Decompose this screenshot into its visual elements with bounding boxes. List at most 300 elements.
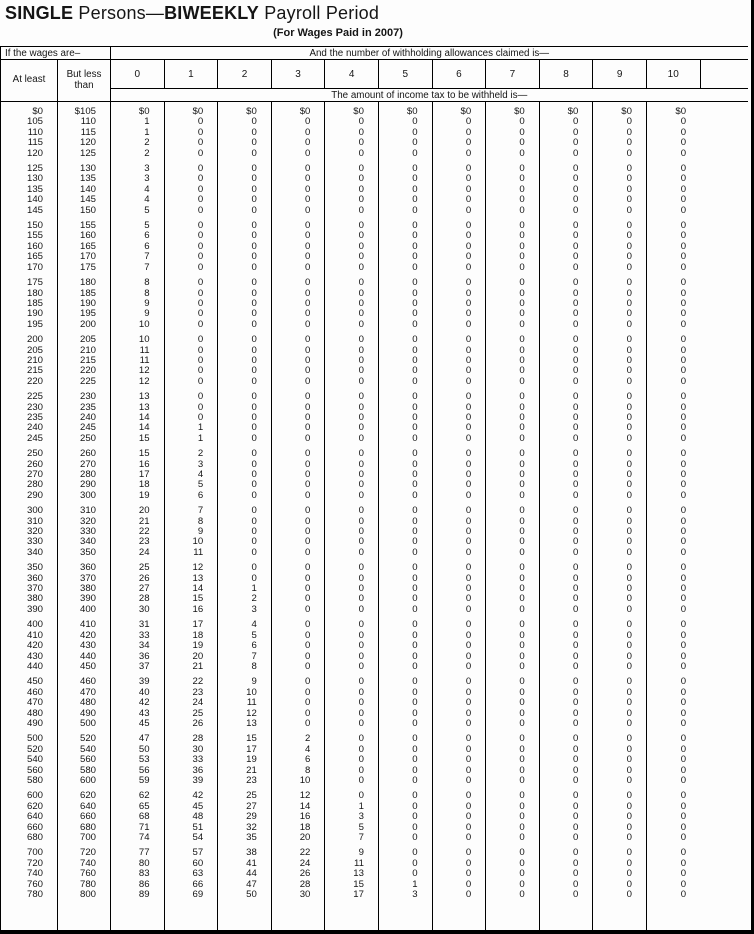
cell-but-less-than: 370	[58, 574, 111, 584]
cell-withheld-amount: 0	[539, 501, 593, 516]
cell-withheld-amount: 0	[539, 444, 593, 459]
cell-withheld-amount: 43	[111, 709, 165, 719]
cell-withheld-amount: 80	[111, 859, 165, 869]
cell-at-least: 620	[26, 800, 43, 812]
cell-withheld-amount: 0	[646, 159, 700, 174]
cell-at-least: 540	[26, 754, 43, 766]
cell-withheld-amount: 0	[271, 501, 325, 516]
cell-at-least: 220	[26, 375, 43, 387]
cell-withheld-amount: 0	[486, 460, 540, 470]
cell-withheld-amount: 0	[218, 387, 272, 402]
cell-withheld-amount: 0	[539, 802, 593, 812]
cell-withheld-amount: 37	[111, 662, 165, 672]
table-row	[1, 719, 748, 729]
cell-withheld-amount: 0	[218, 174, 272, 184]
cell-withheld-amount: 10	[164, 537, 218, 547]
cell-withheld-amount: 0	[271, 548, 325, 558]
table-row	[1, 652, 748, 662]
cell-withheld-amount: 17	[325, 890, 379, 900]
cell-withheld-amount: 0	[486, 880, 540, 890]
cell-withheld-amount: 0	[486, 594, 540, 604]
cell-withheld-amount: 0	[646, 185, 700, 195]
cell-withheld-amount: 0	[164, 216, 218, 231]
cell-withheld-amount: 0	[378, 527, 432, 537]
cell-withheld-amount: 0	[218, 558, 272, 573]
table-row	[1, 558, 748, 573]
cell-withheld-amount: 0	[218, 346, 272, 356]
cell-withheld-amount: 0	[539, 423, 593, 433]
cell-withheld-amount: 0	[325, 185, 379, 195]
cell-withheld-amount: 0	[164, 149, 218, 159]
cell-withheld-amount: 0	[646, 149, 700, 159]
cell-filler	[700, 413, 748, 423]
cell-withheld-amount: 4	[111, 195, 165, 205]
cell-filler	[700, 470, 748, 480]
cell-withheld-amount: 0	[432, 890, 486, 900]
cell-but-less-than: 400	[58, 605, 111, 615]
cell-withheld-amount: 15	[325, 880, 379, 890]
cell-withheld-amount: 4	[164, 470, 218, 480]
cell-withheld-amount: $0	[271, 102, 325, 118]
cell-withheld-amount: 0	[271, 231, 325, 241]
cell-withheld-amount: 0	[646, 377, 700, 387]
cell-withheld-amount: 0	[646, 688, 700, 698]
cell-filler	[700, 377, 748, 387]
cell-withheld-amount: 0	[646, 138, 700, 148]
cell-filler	[700, 859, 748, 869]
table-row	[1, 709, 748, 719]
cell-withheld-amount: 0	[271, 387, 325, 402]
page-title	[0, 0, 751, 24]
table-row	[1, 252, 748, 262]
cell-filler	[700, 755, 748, 765]
cell-withheld-amount: 0	[486, 652, 540, 662]
cell-withheld-amount: 0	[539, 880, 593, 890]
cell-withheld-amount: 9	[111, 299, 165, 309]
table-body	[1, 102, 748, 934]
cell-withheld-amount: 3	[164, 460, 218, 470]
table-row	[1, 755, 748, 765]
cell-withheld-amount: 0	[325, 537, 379, 547]
cell-withheld-amount: 13	[325, 869, 379, 879]
cell-withheld-amount: 0	[378, 423, 432, 433]
cell-withheld-amount: 0	[646, 869, 700, 879]
cell-withheld-amount: 45	[164, 802, 218, 812]
cell-withheld-amount: 39	[111, 672, 165, 687]
table-row	[1, 159, 748, 174]
cell-withheld-amount: 0	[539, 517, 593, 527]
cell-withheld-amount: 0	[646, 631, 700, 641]
cell-withheld-amount: 0	[539, 843, 593, 858]
cell-withheld-amount: 0	[486, 377, 540, 387]
cell-withheld-amount: 66	[164, 880, 218, 890]
cell-withheld-amount: 11	[111, 346, 165, 356]
cell-withheld-amount: 15	[164, 594, 218, 604]
cell-withheld-amount: 0	[646, 766, 700, 776]
cell-withheld-amount: 0	[432, 558, 486, 573]
table-row	[1, 900, 748, 934]
cell-at-least: 205	[26, 344, 43, 356]
cell-withheld-amount: $0	[432, 102, 486, 118]
cell-withheld-amount: 26	[164, 719, 218, 729]
withholding-table	[0, 46, 748, 934]
cell-withheld-amount: 0	[486, 231, 540, 241]
table-row	[1, 413, 748, 423]
cell-withheld-amount: 5	[111, 216, 165, 231]
cell-withheld-amount: 0	[593, 403, 647, 413]
cell-withheld-amount	[218, 900, 272, 934]
cell-withheld-amount: 0	[271, 698, 325, 708]
cell-but-less-than: 165	[58, 242, 111, 252]
cell-withheld-amount: 0	[646, 833, 700, 843]
cell-withheld-amount: 0	[378, 652, 432, 662]
cell-withheld-amount: 0	[325, 527, 379, 537]
cell-withheld-amount: 0	[593, 128, 647, 138]
cell-withheld-amount: 0	[646, 444, 700, 459]
cell-withheld-amount: 0	[378, 366, 432, 376]
cell-withheld-amount: 0	[486, 709, 540, 719]
cell-withheld-amount: 0	[593, 501, 647, 516]
cell-withheld-amount: 50	[111, 745, 165, 755]
cell-withheld-amount: 0	[486, 149, 540, 159]
cell-withheld-amount: 0	[164, 309, 218, 319]
cell-withheld-amount: 42	[164, 786, 218, 801]
cell-withheld-amount: 0	[486, 662, 540, 672]
cell-at-least: 720	[26, 857, 43, 869]
cell-withheld-amount: 0	[432, 377, 486, 387]
cell-but-less-than: 155	[58, 216, 111, 231]
table-row	[1, 366, 748, 376]
cell-withheld-amount: 0	[378, 491, 432, 501]
cell-withheld-amount: 0	[432, 138, 486, 148]
header-but-less-than: But less than	[58, 60, 111, 102]
cell-withheld-amount: $0	[646, 102, 700, 118]
cell-withheld-amount: 3	[218, 605, 272, 615]
cell-withheld-amount: 50	[218, 890, 272, 900]
cell-withheld-amount: 0	[325, 460, 379, 470]
cell-but-less-than: 350	[58, 548, 111, 558]
header-allowance-3: 3	[271, 60, 325, 89]
cell-withheld-amount: 17	[164, 615, 218, 630]
cell-withheld-amount: 0	[539, 719, 593, 729]
cell-filler	[700, 387, 748, 402]
cell-withheld-amount: 0	[486, 330, 540, 345]
cell-withheld-amount: 0	[646, 605, 700, 615]
cell-withheld-amount: 23	[111, 537, 165, 547]
cell-withheld-amount: 68	[111, 812, 165, 822]
cell-withheld-amount: 0	[271, 709, 325, 719]
cell-withheld-amount: 0	[218, 501, 272, 516]
cell-at-least: 155	[26, 230, 43, 242]
cell-withheld-amount: 48	[164, 812, 218, 822]
cell-withheld-amount: 0	[593, 330, 647, 345]
cell-withheld-amount: 0	[646, 548, 700, 558]
cell-withheld-amount: 0	[486, 434, 540, 444]
cell-filler	[700, 558, 748, 573]
cell-withheld-amount: 0	[646, 299, 700, 309]
cell-filler	[700, 480, 748, 490]
cell-withheld-amount: 0	[539, 558, 593, 573]
cell-withheld-amount: 0	[646, 641, 700, 651]
cell-withheld-amount: 6	[218, 641, 272, 651]
cell-filler	[700, 434, 748, 444]
cell-withheld-amount: 0	[539, 330, 593, 345]
cell-but-less-than: 175	[58, 263, 111, 273]
cell-withheld-amount: 0	[593, 460, 647, 470]
cell-withheld-amount: 0	[593, 594, 647, 604]
cell-withheld-amount: 0	[164, 159, 218, 174]
cell-withheld-amount: 18	[111, 480, 165, 490]
cell-at-least: 195	[26, 318, 43, 330]
cell-at-least: 160	[26, 240, 43, 252]
cell-filler	[700, 662, 748, 672]
table-row	[1, 149, 748, 159]
cell-withheld-amount: 19	[218, 755, 272, 765]
cell-withheld-amount: 7	[325, 833, 379, 843]
table-row	[1, 195, 748, 205]
table-row	[1, 185, 748, 195]
cell-withheld-amount: 0	[593, 242, 647, 252]
cell-withheld-amount: 0	[432, 688, 486, 698]
cell-withheld-amount: 62	[111, 786, 165, 801]
cell-withheld-amount: 0	[593, 320, 647, 330]
table-row	[1, 605, 748, 615]
cell-withheld-amount: 0	[432, 594, 486, 604]
cell-but-less-than: 200	[58, 320, 111, 330]
cell-withheld-amount: 0	[164, 195, 218, 205]
table-row	[1, 745, 748, 755]
cell-filler	[700, 900, 748, 934]
cell-withheld-amount: 0	[432, 460, 486, 470]
cell-withheld-amount: 18	[164, 631, 218, 641]
cell-withheld-amount: 30	[271, 890, 325, 900]
cell-withheld-amount: 0	[432, 491, 486, 501]
cell-withheld-amount: 2	[218, 594, 272, 604]
cell-withheld-amount: 0	[432, 786, 486, 801]
cell-withheld-amount: 0	[646, 480, 700, 490]
cell-withheld-amount: 0	[325, 434, 379, 444]
cell-withheld-amount: 0	[486, 138, 540, 148]
cell-withheld-amount: 0	[164, 387, 218, 402]
cell-withheld-amount: 0	[646, 719, 700, 729]
cell-at-least: 280	[26, 479, 43, 491]
cell-withheld-amount: 0	[539, 766, 593, 776]
table-row	[1, 729, 748, 744]
cell-withheld-amount: 19	[164, 641, 218, 651]
table-row	[1, 615, 748, 630]
cell-withheld-amount: 27	[218, 802, 272, 812]
cell-withheld-amount: 0	[432, 242, 486, 252]
cell-withheld-amount: 0	[218, 403, 272, 413]
cell-filler	[700, 346, 748, 356]
cell-withheld-amount: 0	[432, 356, 486, 366]
cell-withheld-amount: 0	[218, 470, 272, 480]
cell-withheld-amount: 0	[432, 662, 486, 672]
cell-withheld-amount: 0	[271, 491, 325, 501]
cell-withheld-amount: 0	[432, 480, 486, 490]
cell-withheld-amount: 0	[539, 434, 593, 444]
table-header	[1, 47, 748, 102]
cell-withheld-amount: 0	[378, 859, 432, 869]
cell-withheld-amount: 0	[539, 641, 593, 651]
cell-but-less-than: 240	[58, 413, 111, 423]
cell-withheld-amount: 0	[325, 615, 379, 630]
cell-withheld-amount: 0	[378, 501, 432, 516]
cell-withheld-amount: 0	[486, 195, 540, 205]
cell-withheld-amount: 0	[325, 766, 379, 776]
cell-withheld-amount: 0	[271, 273, 325, 288]
cell-at-least: 560	[26, 764, 43, 776]
cell-withheld-amount: 0	[593, 517, 647, 527]
cell-withheld-amount: 0	[378, 745, 432, 755]
cell-withheld-amount: 0	[432, 802, 486, 812]
cell-withheld-amount: 2	[111, 138, 165, 148]
cell-withheld-amount: 0	[432, 548, 486, 558]
cell-withheld-amount: 0	[378, 869, 432, 879]
cell-withheld-amount: 7	[111, 263, 165, 273]
cell-filler	[700, 698, 748, 708]
table-row	[1, 377, 748, 387]
cell-withheld-amount: 0	[378, 460, 432, 470]
cell-but-less-than: 170	[58, 252, 111, 262]
table-row	[1, 403, 748, 413]
cell-withheld-amount: 0	[593, 231, 647, 241]
cell-withheld-amount: $0	[325, 102, 379, 118]
cell-withheld-amount: $0	[164, 102, 218, 118]
cell-withheld-amount: 0	[325, 413, 379, 423]
cell-withheld-amount: 0	[646, 491, 700, 501]
cell-withheld-amount: 53	[111, 755, 165, 765]
cell-withheld-amount: 36	[164, 766, 218, 776]
cell-withheld-amount: 0	[271, 444, 325, 459]
cell-but-less-than: 680	[58, 823, 111, 833]
cell-but-less-than: $105	[58, 102, 111, 118]
cell-at-least: 165	[26, 251, 43, 263]
cell-withheld-amount: 0	[593, 195, 647, 205]
cell-withheld-amount: 0	[432, 330, 486, 345]
cell-withheld-amount: 0	[646, 434, 700, 444]
cell-withheld-amount: 0	[432, 309, 486, 319]
cell-withheld-amount: 4	[271, 745, 325, 755]
cell-withheld-amount: 0	[486, 387, 540, 402]
cell-withheld-amount: 4	[111, 185, 165, 195]
cell-withheld-amount: 21	[111, 517, 165, 527]
cell-at-least: 410	[26, 629, 43, 641]
cell-withheld-amount: 0	[271, 719, 325, 729]
cell-withheld-amount: 0	[432, 216, 486, 231]
table-row	[1, 584, 748, 594]
cell-withheld-amount: 0	[432, 537, 486, 547]
table-row	[1, 501, 748, 516]
cell-withheld-amount: 0	[432, 117, 486, 127]
cell-withheld-amount: 0	[218, 299, 272, 309]
cell-withheld-amount: 19	[111, 491, 165, 501]
cell-at-least: 340	[26, 546, 43, 558]
cell-withheld-amount: 0	[646, 117, 700, 127]
cell-withheld-amount: 0	[593, 766, 647, 776]
cell-at-least: 185	[26, 297, 43, 309]
header-at-least: At least	[1, 60, 58, 102]
cell-but-less-than: 230	[58, 387, 111, 402]
cell-withheld-amount: 0	[593, 444, 647, 459]
cell-withheld-amount: 0	[378, 149, 432, 159]
cell-withheld-amount: 0	[378, 833, 432, 843]
cell-withheld-amount: 0	[539, 605, 593, 615]
cell-at-least: 740	[26, 868, 43, 880]
cell-withheld-amount: 0	[432, 387, 486, 402]
cell-withheld-amount: 25	[218, 786, 272, 801]
cell-withheld-amount: 0	[539, 527, 593, 537]
cell-withheld-amount: 0	[378, 138, 432, 148]
cell-withheld-amount: 0	[432, 719, 486, 729]
cell-withheld-amount: 0	[218, 517, 272, 527]
cell-withheld-amount: 1	[378, 880, 432, 890]
cell-filler	[700, 869, 748, 879]
cell-withheld-amount: 0	[325, 174, 379, 184]
cell-withheld-amount: 0	[325, 548, 379, 558]
cell-withheld-amount: $0	[486, 102, 540, 118]
cell-withheld-amount: 0	[218, 527, 272, 537]
cell-withheld-amount: 0	[646, 745, 700, 755]
cell-at-least: 390	[26, 603, 43, 615]
cell-withheld-amount: 0	[271, 366, 325, 376]
cell-withheld-amount: 0	[164, 289, 218, 299]
cell-withheld-amount: 0	[593, 413, 647, 423]
cell-but-less-than: 360	[58, 558, 111, 573]
cell-withheld-amount: 0	[378, 346, 432, 356]
cell-filler	[700, 880, 748, 890]
cell-withheld-amount: 0	[593, 631, 647, 641]
cell-but-less-than: 185	[58, 289, 111, 299]
cell-withheld-amount: 0	[593, 434, 647, 444]
cell-withheld-amount: 0	[378, 729, 432, 744]
cell-withheld-amount: 8	[164, 517, 218, 527]
cell-withheld-amount: 0	[218, 128, 272, 138]
cell-withheld-amount: 0	[486, 444, 540, 459]
cell-withheld-amount: 0	[593, 273, 647, 288]
cell-withheld-amount: 0	[593, 491, 647, 501]
cell-withheld-amount: 33	[164, 755, 218, 765]
cell-withheld-amount	[646, 900, 700, 934]
header-allowance-4: 4	[325, 60, 379, 89]
cell-withheld-amount: 0	[486, 641, 540, 651]
cell-withheld-amount: 0	[539, 890, 593, 900]
cell-withheld-amount: 0	[271, 346, 325, 356]
cell-withheld-amount: 0	[271, 460, 325, 470]
cell-withheld-amount: 0	[325, 356, 379, 366]
cell-withheld-amount: 10	[218, 688, 272, 698]
table-row	[1, 309, 748, 319]
cell-withheld-amount: 3	[111, 159, 165, 174]
cell-withheld-amount: 0	[646, 615, 700, 630]
cell-withheld-amount: 0	[486, 823, 540, 833]
cell-withheld-amount: 0	[539, 776, 593, 786]
table-row	[1, 174, 748, 184]
cell-withheld-amount: 9	[164, 527, 218, 537]
cell-withheld-amount: 0	[539, 159, 593, 174]
cell-withheld-amount: 0	[486, 216, 540, 231]
title-biweekly: BIWEEKLY	[164, 3, 260, 23]
cell-withheld-amount: 0	[486, 356, 540, 366]
cell-withheld-amount: 0	[325, 444, 379, 459]
cell-withheld-amount: 0	[432, 605, 486, 615]
cell-withheld-amount: 0	[646, 880, 700, 890]
cell-withheld-amount: 0	[593, 558, 647, 573]
cell-filler	[700, 460, 748, 470]
cell-withheld-amount: 0	[378, 641, 432, 651]
cell-but-less-than: 440	[58, 652, 111, 662]
cell-withheld-amount: 0	[539, 346, 593, 356]
